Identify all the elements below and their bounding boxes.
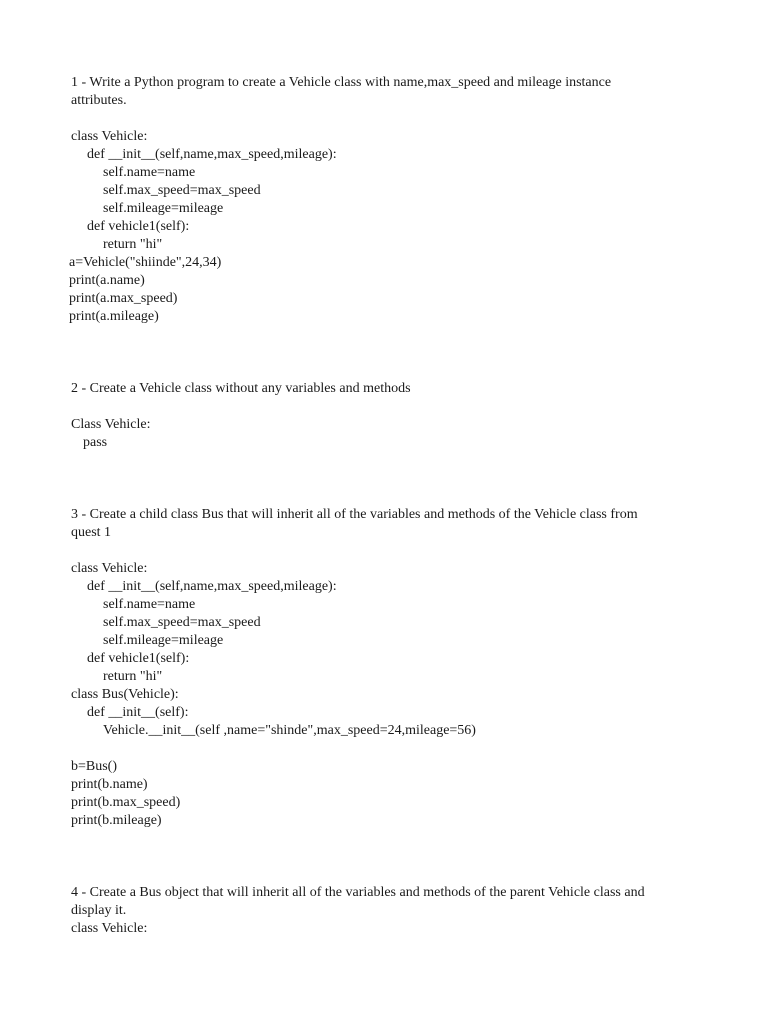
q3-code-line: print(b.max_speed) <box>71 795 181 810</box>
q3-code-line: self.max_speed=max_speed <box>103 615 261 630</box>
q3-code-line: Vehicle.__init__(self ,name="shinde",max_speed=24,mileage=56) <box>103 723 476 738</box>
q1-code-line: def __init__(self,name,max_speed,mileage): <box>87 147 337 162</box>
q4-question-line2: display it. <box>71 903 127 918</box>
q1-code-line: self.mileage=mileage <box>103 201 224 216</box>
q4-code-line: class Vehicle: <box>71 921 148 936</box>
q3-code-line: b=Bus() <box>71 759 118 774</box>
q1-question-line1: 1 - Write a Python program to create a Vehicle class with name,max_speed and mileage instance <box>71 75 612 90</box>
q3-code-line: def __init__(self,name,max_speed,mileage): <box>87 579 337 594</box>
q1-code-line: print(a.max_speed) <box>69 291 178 306</box>
q1-code-line: class Vehicle: <box>71 129 148 144</box>
q3-code-line: print(b.name) <box>71 777 148 792</box>
q1-code-line: self.name=name <box>103 165 196 180</box>
q1-code-line: print(a.name) <box>69 273 145 288</box>
q1-code-line: self.max_speed=max_speed <box>103 183 261 198</box>
q3-question-line2: quest 1 <box>71 525 112 540</box>
q3-code-line: def __init__(self): <box>87 705 189 720</box>
q1-question-line2: attributes. <box>71 93 127 108</box>
q3-code-line: class Bus(Vehicle): <box>71 687 179 702</box>
q4-question-line1: 4 - Create a Bus object that will inherit all of the variables and methods of the parent Vehicle class and <box>71 885 645 900</box>
q2-question: 2 - Create a Vehicle class without any variables and methods <box>71 381 411 396</box>
q3-code-line: def vehicle1(self): <box>87 651 190 666</box>
q1-code-line: def vehicle1(self): <box>87 219 190 234</box>
q1-code-line: return "hi" <box>103 237 163 252</box>
q1-code-line: a=Vehicle("shiinde",24,34) <box>69 255 222 270</box>
q2-code-line: Class Vehicle: <box>71 417 151 432</box>
q3-code-line: print(b.mileage) <box>71 813 162 828</box>
q2-code-line: pass <box>83 435 108 450</box>
q3-question-line1: 3 - Create a child class Bus that will inherit all of the variables and methods of the Vehicle class from <box>71 507 638 522</box>
q3-code-line: return "hi" <box>103 669 163 684</box>
q3-code-line: self.mileage=mileage <box>103 633 224 648</box>
q1-code-line: print(a.mileage) <box>69 309 159 324</box>
q3-code-line: class Vehicle: <box>71 561 148 576</box>
q3-code-line: self.name=name <box>103 597 196 612</box>
